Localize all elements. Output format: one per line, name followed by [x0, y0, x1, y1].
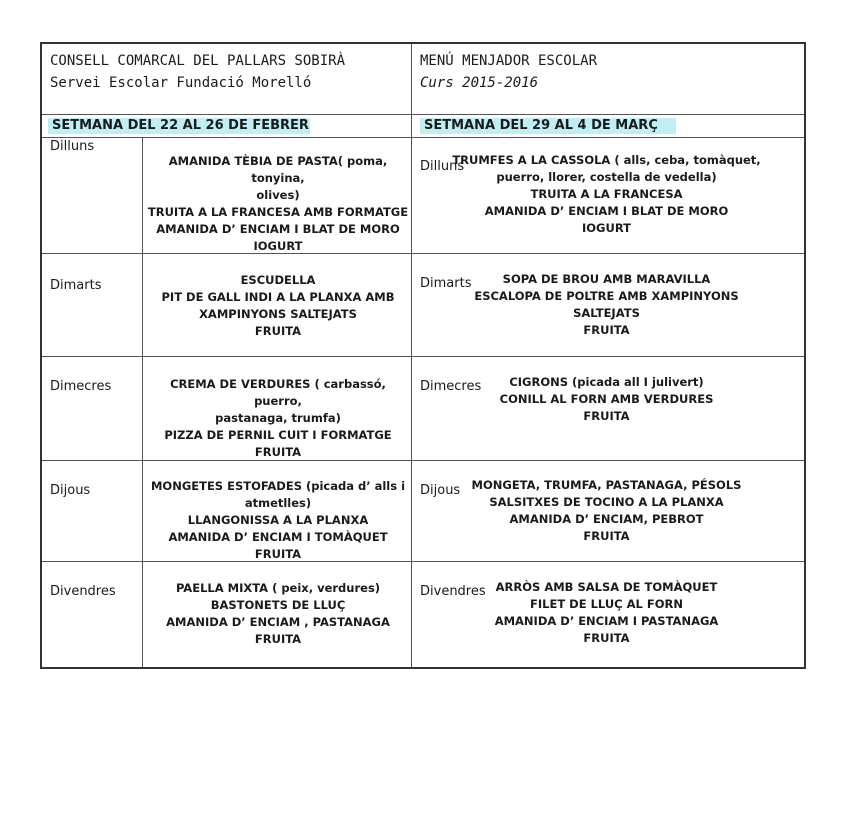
menu-title: MENÚ MENJADOR ESCOLAR: [420, 53, 598, 69]
day-name-left: Dimarts: [50, 278, 102, 293]
day-name-right: Dimecres: [420, 379, 482, 394]
menu-item: AMANIDA D’ ENCIAM , PASTANAGA: [166, 615, 390, 629]
day-row-5: [42, 562, 804, 667]
menu-item: TRUITA A LA FRANCESA: [530, 187, 683, 201]
menu-item: SALSITXES DE TOCINO A LA PLANXA: [489, 495, 724, 509]
header-right: [420, 50, 790, 120]
day-name-right: Dilluns: [420, 159, 465, 174]
menu-item: PAELLA MIXTA ( peix, verdures): [175, 581, 381, 595]
menu-item: FRUITA: [583, 323, 630, 337]
menu-right: [414, 374, 799, 425]
menu-item: FRUITA: [254, 324, 302, 338]
menu-item: FRUITA: [583, 631, 630, 645]
menu-item: TRUITA A LA FRANCESA AMB FORMATGE: [147, 205, 409, 219]
menu-item: BASTONETS DE LLUÇ: [210, 598, 346, 612]
day-name-left: Dilluns: [50, 139, 95, 154]
day-name-left: Dimecres: [50, 379, 112, 394]
menu-left: [147, 580, 409, 648]
header-row: [42, 44, 804, 115]
menu-left: [147, 478, 409, 563]
day-name-right: Divendres: [420, 584, 486, 599]
menu-item: ESCUDELLA: [240, 273, 316, 287]
menu-item: AMANIDA D’ ENCIAM, PEBROT: [509, 512, 704, 526]
menu-right: [414, 152, 799, 237]
menu-item: MONGETA, TRUMFA, PASTANAGA, PÉSOLS: [471, 478, 742, 492]
menu-item: ARRÒS AMB SALSA DE TOMÀQUET: [495, 580, 718, 594]
day-name-right: Dijous: [420, 483, 461, 498]
council-name: CONSELL COMARCAL DEL PALLARS SOBIRÀ: [50, 53, 346, 69]
menu-item: IOGURT: [253, 239, 303, 253]
menu-item: CREMA DE VERDURES ( carbassó, puerro, pastanaga, trumfa): [170, 377, 386, 425]
menu-item: AMANIDA D’ ENCIAM I BLAT DE MORO: [484, 204, 729, 218]
menu-right: [414, 477, 799, 545]
day-row-2: [42, 254, 804, 357]
menu-item: MONGETES ESTOFADES (picada d’ alls i atmetlles): [150, 479, 406, 510]
week-left-label: SETMANA DEL 22 AL 26 DE FEBRER: [48, 118, 310, 134]
menu-item: FRUITA: [583, 409, 630, 423]
menu-item: AMANIDA D’ ENCIAM I BLAT DE MORO: [156, 222, 400, 236]
menu-left: [147, 153, 409, 255]
menu-item: FRUITA: [583, 529, 630, 543]
menu-item: FRUITA: [254, 547, 302, 561]
menu-item: AMANIDA TÈBIA DE PASTA( poma, tonyina, olives): [168, 154, 388, 202]
day-name-left: Dijous: [50, 483, 91, 498]
menu-item: AMANIDA D’ ENCIAM I PASTANAGA: [494, 614, 719, 628]
menu-item: FRUITA: [254, 445, 302, 459]
menu-right: [414, 579, 799, 647]
menu-table: [40, 42, 806, 669]
menu-item: LLANGONISSA A LA PLANXA: [187, 513, 369, 527]
menu-item: AMANIDA D’ ENCIAM I TOMÀQUET: [168, 530, 388, 544]
menu-item: SOPA DE BROU AMB MARAVILLA: [502, 272, 711, 286]
menu-item: CONILL AL FORN AMB VERDURES: [499, 392, 714, 406]
menu-item: PIZZA DE PERNIL CUIT I FORMATGE: [164, 428, 392, 442]
week-row: [42, 115, 804, 138]
menu-item: FILET DE LLUÇ AL FORN: [530, 597, 683, 611]
day-name-right: Dimarts: [420, 276, 472, 291]
menu-item: IOGURT: [581, 221, 631, 235]
school-service: Servei Escolar Fundació Morelló: [50, 75, 312, 91]
menu-item: ESCALOPA DE POLTRE AMB XAMPINYONS SALTEJATS: [474, 289, 739, 320]
menu-item: TRUMFES A LA CASSOLA ( alls, ceba, tomàquet, puerro, llorer, costella de vedella): [452, 153, 761, 184]
menu-item: FRUITA: [254, 632, 302, 646]
day-row-3: [42, 357, 804, 461]
day-name-left: Divendres: [50, 584, 116, 599]
menu-right: [414, 271, 799, 339]
week-right-label: SETMANA DEL 29 AL 4 DE MARÇ: [420, 118, 676, 134]
school-year: Curs 2015-2016: [420, 75, 539, 91]
day-row-4: [42, 461, 804, 562]
menu-item: CIGRONS (picada all I julivert): [509, 375, 704, 389]
menu-left: [147, 272, 409, 340]
menu-left: [147, 376, 409, 461]
header-left: [50, 50, 410, 120]
day-row-1: [42, 137, 804, 254]
menu-item: PIT DE GALL INDI A LA PLANXA AMB XAMPINYONS SALTEJATS: [161, 290, 395, 321]
